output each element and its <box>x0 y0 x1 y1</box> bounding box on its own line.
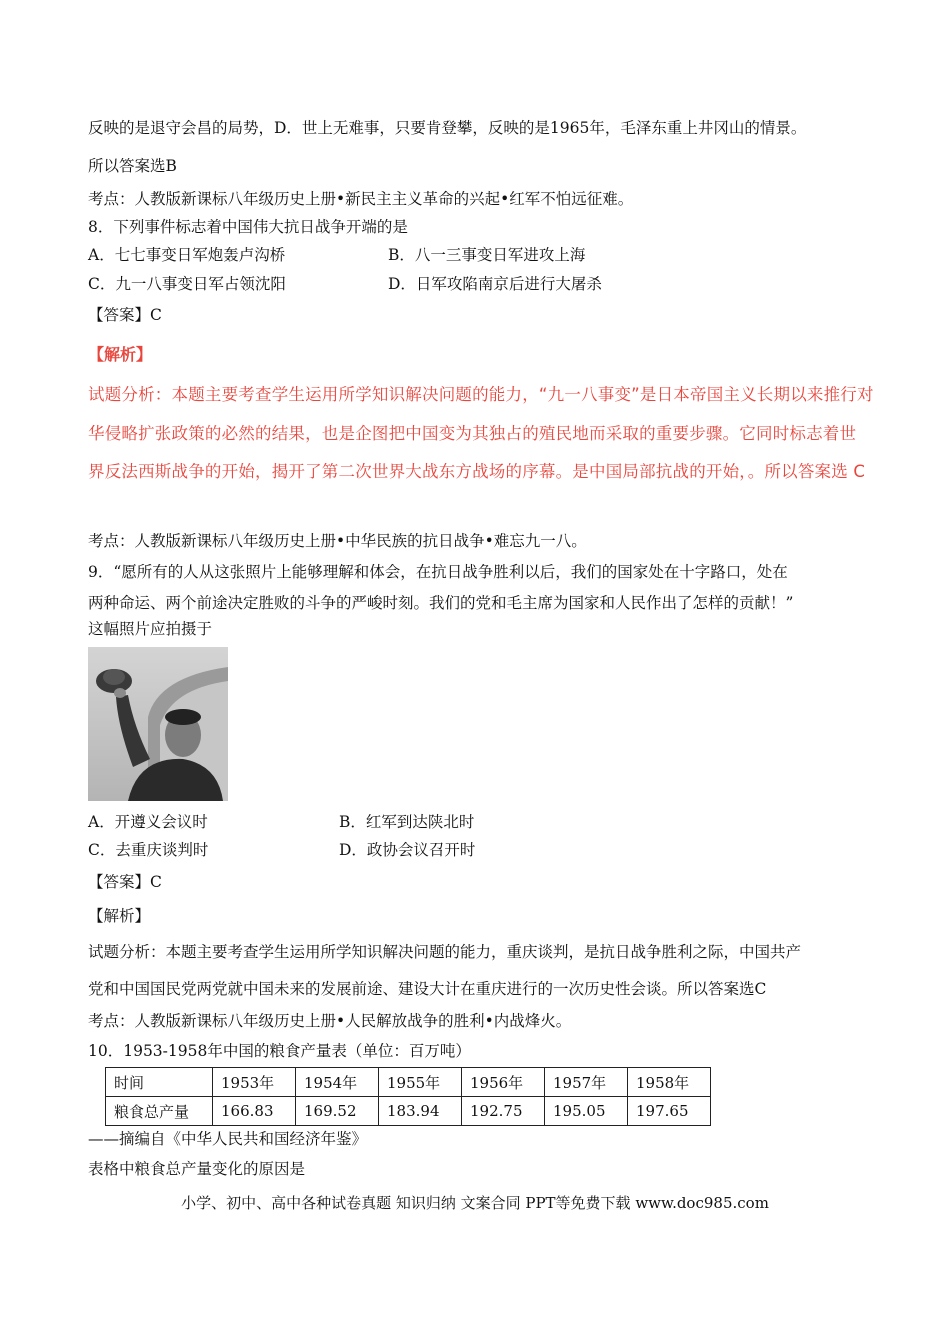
question-9-option-d: D．政协会议召开时 <box>339 841 476 859</box>
table-cell: 1954年 <box>296 1068 379 1097</box>
table-cell: 183.94 <box>379 1097 462 1126</box>
table-cell: 1956年 <box>462 1068 545 1097</box>
question-8-answer: 【答案】C <box>88 306 162 324</box>
question-9-answer: 【答案】C <box>88 873 162 891</box>
question-9-option-b: B．红军到达陕北时 <box>339 813 475 831</box>
question-9-analysis-heading: 【解析】 <box>88 907 151 925</box>
table-cell: 195.05 <box>545 1097 628 1126</box>
question-9-stem-line: 这幅照片应拍摄于 <box>88 620 213 638</box>
table-cell: 166.83 <box>213 1097 296 1126</box>
table-cell: 169.52 <box>296 1097 379 1126</box>
table-source: ——摘编自《中华人民共和国经济年鉴》 <box>88 1130 368 1148</box>
question-10-stem: 10．1953-1958年中国的粮食产量表（单位：百万吨） <box>88 1042 471 1060</box>
question-10-question: 表格中粮食总产量变化的原因是 <box>88 1160 306 1178</box>
table-cell: 粮食总产量 <box>106 1097 213 1126</box>
question-8-option-b: B．八一三事变日军进攻上海 <box>388 246 586 264</box>
kaodian-text: 考点：人教版新课标八年级历史上册•新民主主义革命的兴起•红军不怕远征难。 <box>88 190 634 208</box>
photo-figure-illustration <box>88 647 228 801</box>
question-8-option-a: A．七七事变日军炮轰卢沟桥 <box>88 246 286 264</box>
question-9-stem-line: 9．“愿所有的人从这张照片上能够理解和体会，在抗日战争胜利以后，我们的国家处在十字路口，处在 <box>88 563 788 581</box>
question-8-analysis-line: 华侵略扩张政策的必然的结果，也是企图把中国变为其独占的殖民地而采取的重要步骤。它同时标志着世 <box>88 424 857 443</box>
question-9-analysis-line: 党和中国国民党两党就中国未来的发展前途、建设大计在重庆进行的一次历史性会谈。所以答案选C <box>88 980 767 998</box>
table-row <box>106 1068 711 1097</box>
question-9-analysis-line: 试题分析：本题主要考查学生运用所学知识解决问题的能力，重庆谈判，是抗日战争胜利之际，中国共产 <box>88 943 802 961</box>
question-8-stem: 8．下列事件标志着中国伟大抗日战争开端的是 <box>88 218 408 236</box>
table-cell: 192.75 <box>462 1097 545 1126</box>
table-row <box>106 1097 711 1126</box>
table-cell: 时间 <box>106 1068 213 1097</box>
question-8-option-c: C．九一八事变日军占领沈阳 <box>88 275 286 293</box>
question-8-analysis-line: 界反法西斯战争的开始，揭开了第二次世界大战东方战场的序幕。是中国局部抗战的开始，。所以答案选 C <box>88 462 866 481</box>
table-cell: 1953年 <box>213 1068 296 1097</box>
historical-photo <box>88 647 228 801</box>
page-footer: 小学、初中、高中各种试卷真题 知识归纳 文案合同 PPT等免费下载 www.doc985.com <box>181 1194 769 1212</box>
question-9-kaodian: 考点：人教版新课标八年级历史上册•人民解放战争的胜利•内战烽火。 <box>88 1012 572 1030</box>
question-8-kaodian: 考点：人教版新课标八年级历史上册•中华民族的抗日战争•难忘九一八。 <box>88 532 587 550</box>
question-8-option-d: D．日军攻陷南京后进行大屠杀 <box>388 275 602 293</box>
question-9-option-a: A．开遵义会议时 <box>88 813 208 831</box>
table-cell: 197.65 <box>628 1097 711 1126</box>
question-9-stem-line: 两种命运、两个前途决定胜败的斗争的严峻时刻。我们的党和毛主席为国家和人民作出了怎样的贡献！” <box>88 594 794 612</box>
table-cell: 1958年 <box>628 1068 711 1097</box>
question-8-analysis-line: 试题分析：本题主要考查学生运用所学知识解决问题的能力，“九一八事变”是日本帝国主义长期以来推行对 <box>88 385 874 404</box>
paragraph-line: 反映的是退守会昌的局势，D．世上无难事，只要肯登攀，反映的是1965年，毛泽东重上井冈山的情景。 <box>88 119 807 137</box>
grain-output-table <box>105 1067 711 1126</box>
table-cell: 1957年 <box>545 1068 628 1097</box>
question-9-option-c: C．去重庆谈判时 <box>88 841 209 859</box>
answer-text: 所以答案选B <box>88 157 177 175</box>
table-cell: 1955年 <box>379 1068 462 1097</box>
question-8-analysis-heading: 【解析】 <box>88 345 153 364</box>
